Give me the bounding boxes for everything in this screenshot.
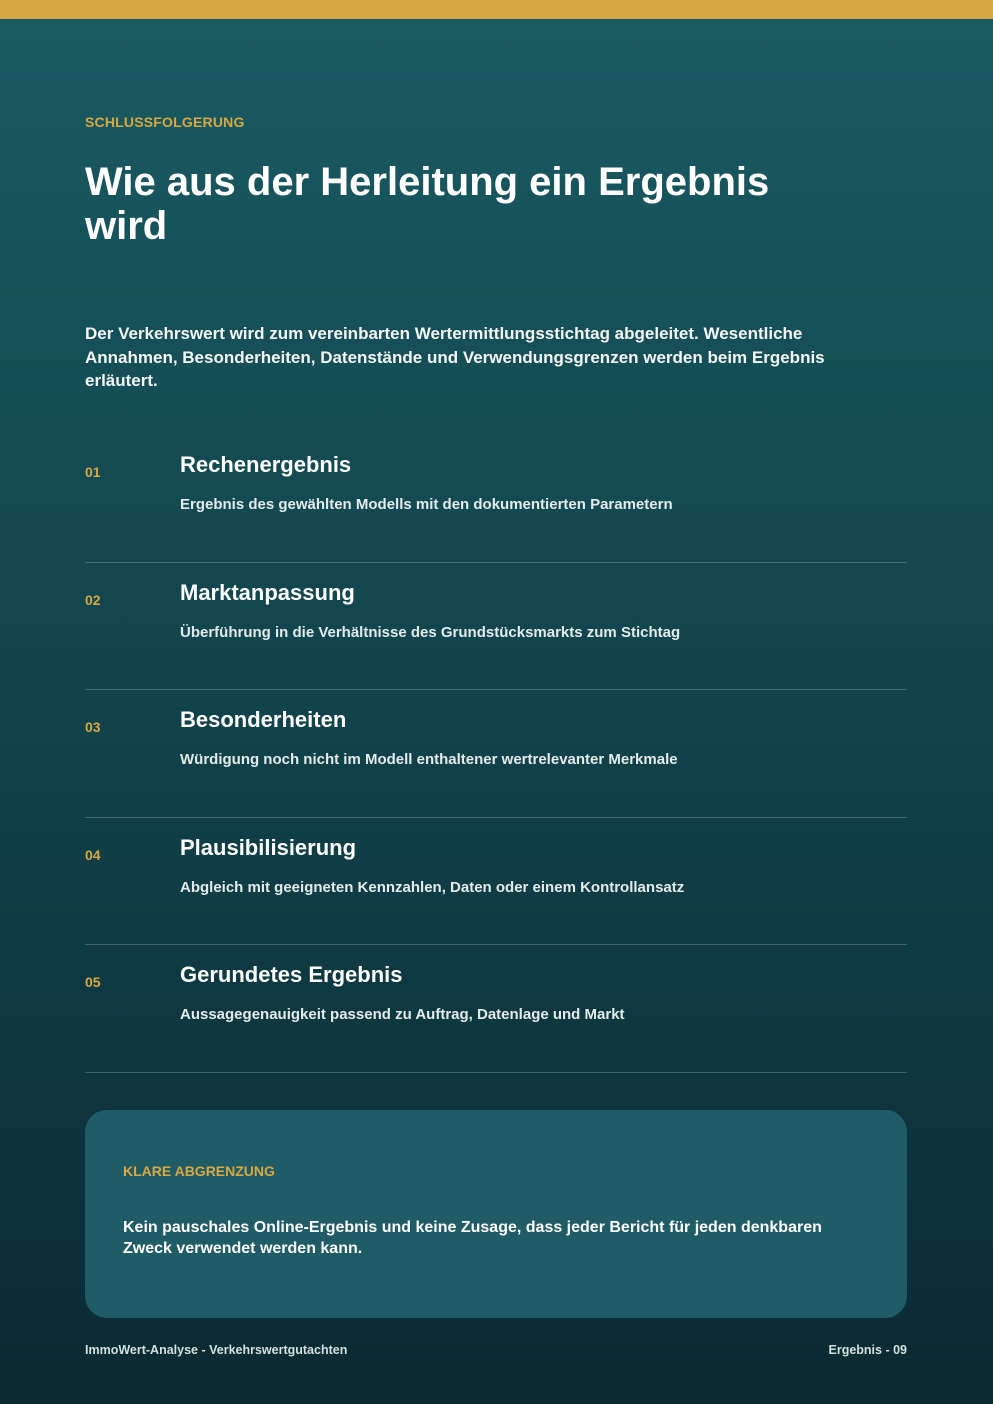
section-eyebrow: SCHLUSSFOLGERUNG — [85, 114, 245, 130]
clear-boundary-callout — [85, 1110, 907, 1318]
step-title: Plausibilisierung — [180, 834, 357, 860]
step-description: Aussagegenauigkeit passend zu Auftrag, Datenlage und Markt — [180, 1006, 625, 1023]
page-title: Wie aus der Herleitung ein Ergebnis wird — [85, 160, 770, 248]
step-title: Marktanpassung — [180, 579, 355, 605]
process-steps — [85, 435, 907, 1073]
step-description: Abgleich mit geeigneten Kennzahlen, Daten oder einem Kontrollansatz — [180, 878, 685, 896]
step-number: 04 — [85, 846, 101, 863]
process-step-3 — [85, 690, 907, 818]
intro-paragraph: Der Verkehrswert wird zum vereinbarten Wertermittlungsstichtag abgeleitet. Wesentliche Annahmen, Besonderheiten, Datenstände und Verwendungsgrenzen werden beim Ergebnis erläutert. — [85, 324, 825, 390]
callout-label: KLARE ABGRENZUNG — [123, 1163, 275, 1179]
callout-text: Kein pauschales Online-Ergebnis und keine Zusage, dass jeder Bericht für jeden denkbaren Zweck verwendet werden kann. — [123, 1219, 822, 1257]
process-step-2 — [85, 563, 907, 691]
step-title: Gerundetes Ergebnis — [180, 962, 403, 987]
step-description: Würdigung noch nicht im Modell enthaltener wertrelevanter Merkmale — [180, 751, 678, 768]
step-number: 02 — [85, 591, 101, 608]
step-number: 01 — [85, 464, 101, 480]
step-description: Überführung in die Verhältnisse des Grundstücksmarkts zum Stichtag — [180, 623, 681, 641]
step-number: 05 — [85, 974, 101, 990]
process-step-1 — [85, 435, 907, 563]
top-accent-bar — [0, 0, 993, 19]
process-step-4 — [85, 818, 907, 946]
step-title: Rechenergebnis — [180, 452, 352, 477]
step-number: 03 — [85, 719, 101, 735]
step-title: Besonderheiten — [180, 707, 347, 732]
process-step-5 — [85, 945, 907, 1073]
step-description: Ergebnis des gewählten Modells mit den dokumentierten Parametern — [180, 496, 673, 513]
footer-page-label: Ergebnis - 09 — [828, 1343, 907, 1357]
footer-document-title: ImmoWert-Analyse - Verkehrswertgutachten — [85, 1343, 348, 1357]
